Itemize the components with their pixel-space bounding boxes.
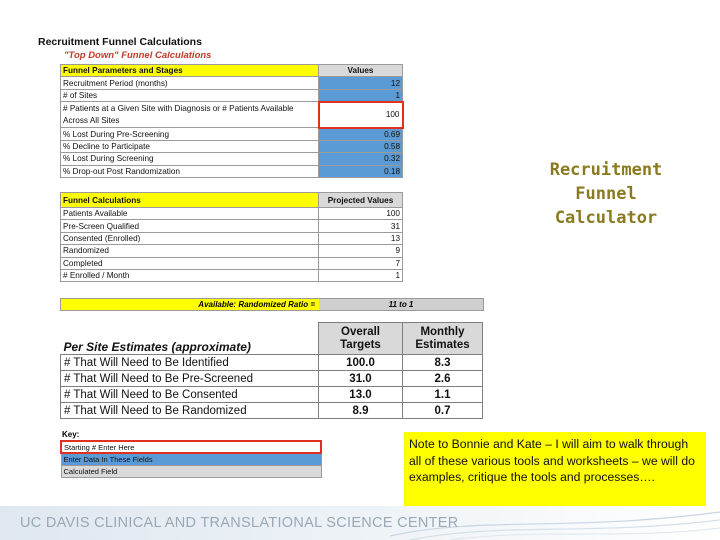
funnel-label: Pre-Screen Qualified <box>61 220 319 232</box>
param-label: % Lost During Screening <box>61 153 319 165</box>
funnel-label: Consented (Enrolled) <box>61 232 319 244</box>
key-table <box>60 440 322 478</box>
funnel-label: # Enrolled / Month <box>61 269 319 281</box>
estimate-label: # That Will Need to Be Identified <box>61 355 319 371</box>
ratio-value: 11 to 1 <box>319 299 483 310</box>
slide-title-line: Calculator <box>554 208 658 228</box>
estimates-title: Per Site Estimates (approximate) <box>61 323 319 355</box>
funnel-label: Patients Available <box>61 208 319 220</box>
parameters-header-label: Funnel Parameters and Stages <box>61 65 319 77</box>
table-row <box>61 355 483 371</box>
footer-text: UC DAVIS CLINICAL AND TRANSLATIONAL SCIENCE CENTER <box>20 515 459 531</box>
param-value[interactable]: 0.58 <box>319 140 403 152</box>
estimate-monthly: 2.6 <box>403 371 483 387</box>
table-row <box>61 371 483 387</box>
funnel-value: 9 <box>319 245 403 257</box>
estimate-monthly: 8.3 <box>403 355 483 371</box>
speaker-note-box: Note to Bonnie and Kate – I will aim to walk through all of these various tools and worksheets – we will do examples, critique the tools and processes…. <box>404 432 706 510</box>
param-label: % Decline to Participate <box>61 140 319 152</box>
funnel-value: 100 <box>319 208 403 220</box>
param-value[interactable]: 12 <box>319 77 403 89</box>
sheet-title: Recruitment Funnel Calculations <box>38 36 202 48</box>
estimate-monthly: 1.1 <box>403 387 483 403</box>
estimates-table <box>60 322 483 419</box>
slide-title <box>506 158 706 230</box>
estimate-overall: 13.0 <box>319 387 403 403</box>
param-label: % Drop-out Post Randomization <box>61 165 319 177</box>
table-row <box>61 387 483 403</box>
key-item-starting: Starting # Enter Here <box>61 441 321 453</box>
param-value[interactable]: 0.69 <box>319 128 403 141</box>
estimate-label: # That Will Need to Be Consented <box>61 387 319 403</box>
estimates-col-overall: Overall Targets <box>319 323 403 355</box>
parameters-header-values: Values <box>319 65 403 77</box>
funnel-value: 1 <box>319 269 403 281</box>
param-value[interactable]: 0.18 <box>319 165 403 177</box>
funnel-header-label: Funnel Calculations <box>61 193 319 208</box>
starting-number-input[interactable]: 100 <box>319 102 403 128</box>
estimate-label: # That Will Need to Be Pre-Screened <box>61 371 319 387</box>
parameters-table <box>60 64 404 178</box>
funnel-label: Randomized <box>61 245 319 257</box>
estimate-monthly: 0.7 <box>403 403 483 419</box>
param-value[interactable]: 0.32 <box>319 153 403 165</box>
funnel-value: 7 <box>319 257 403 269</box>
estimate-overall: 100.0 <box>319 355 403 371</box>
slide-title-line: Recruitment <box>549 160 663 180</box>
key-item-enter-data: Enter Data In These Fields <box>61 453 321 465</box>
param-label-line1: # Patients at a Given Site with Diagnosis or # Patients Available <box>63 103 294 113</box>
param-label: # of Sites <box>61 89 319 102</box>
table-row <box>61 403 483 419</box>
slide-title-line: Funnel <box>575 184 637 204</box>
estimate-overall: 31.0 <box>319 371 403 387</box>
param-label <box>61 102 319 128</box>
param-label: Recruitment Period (months) <box>61 77 319 89</box>
funnel-table <box>60 192 403 282</box>
funnel-value: 31 <box>319 220 403 232</box>
footer-band <box>0 506 720 540</box>
funnel-value: 13 <box>319 232 403 244</box>
ratio-bar <box>60 298 484 311</box>
key-label: Key: <box>62 430 80 439</box>
estimate-label: # That Will Need to Be Randomized <box>61 403 319 419</box>
funnel-header-values: Projected Values <box>319 193 403 208</box>
funnel-label: Completed <box>61 257 319 269</box>
param-label: % Lost During Pre-Screening <box>61 128 319 141</box>
estimate-overall: 8.9 <box>319 403 403 419</box>
param-label-line2: Across All Sites <box>63 115 120 125</box>
estimates-col-monthly: Monthly Estimates <box>403 323 483 355</box>
spreadsheet-image <box>36 34 488 482</box>
sheet-subtitle: "Top Down" Funnel Calculations <box>64 50 212 61</box>
ratio-label: Available: Randomized Ratio = <box>61 299 319 310</box>
param-value[interactable]: 1 <box>319 89 403 102</box>
key-item-calculated: Calculated Field <box>61 465 321 477</box>
